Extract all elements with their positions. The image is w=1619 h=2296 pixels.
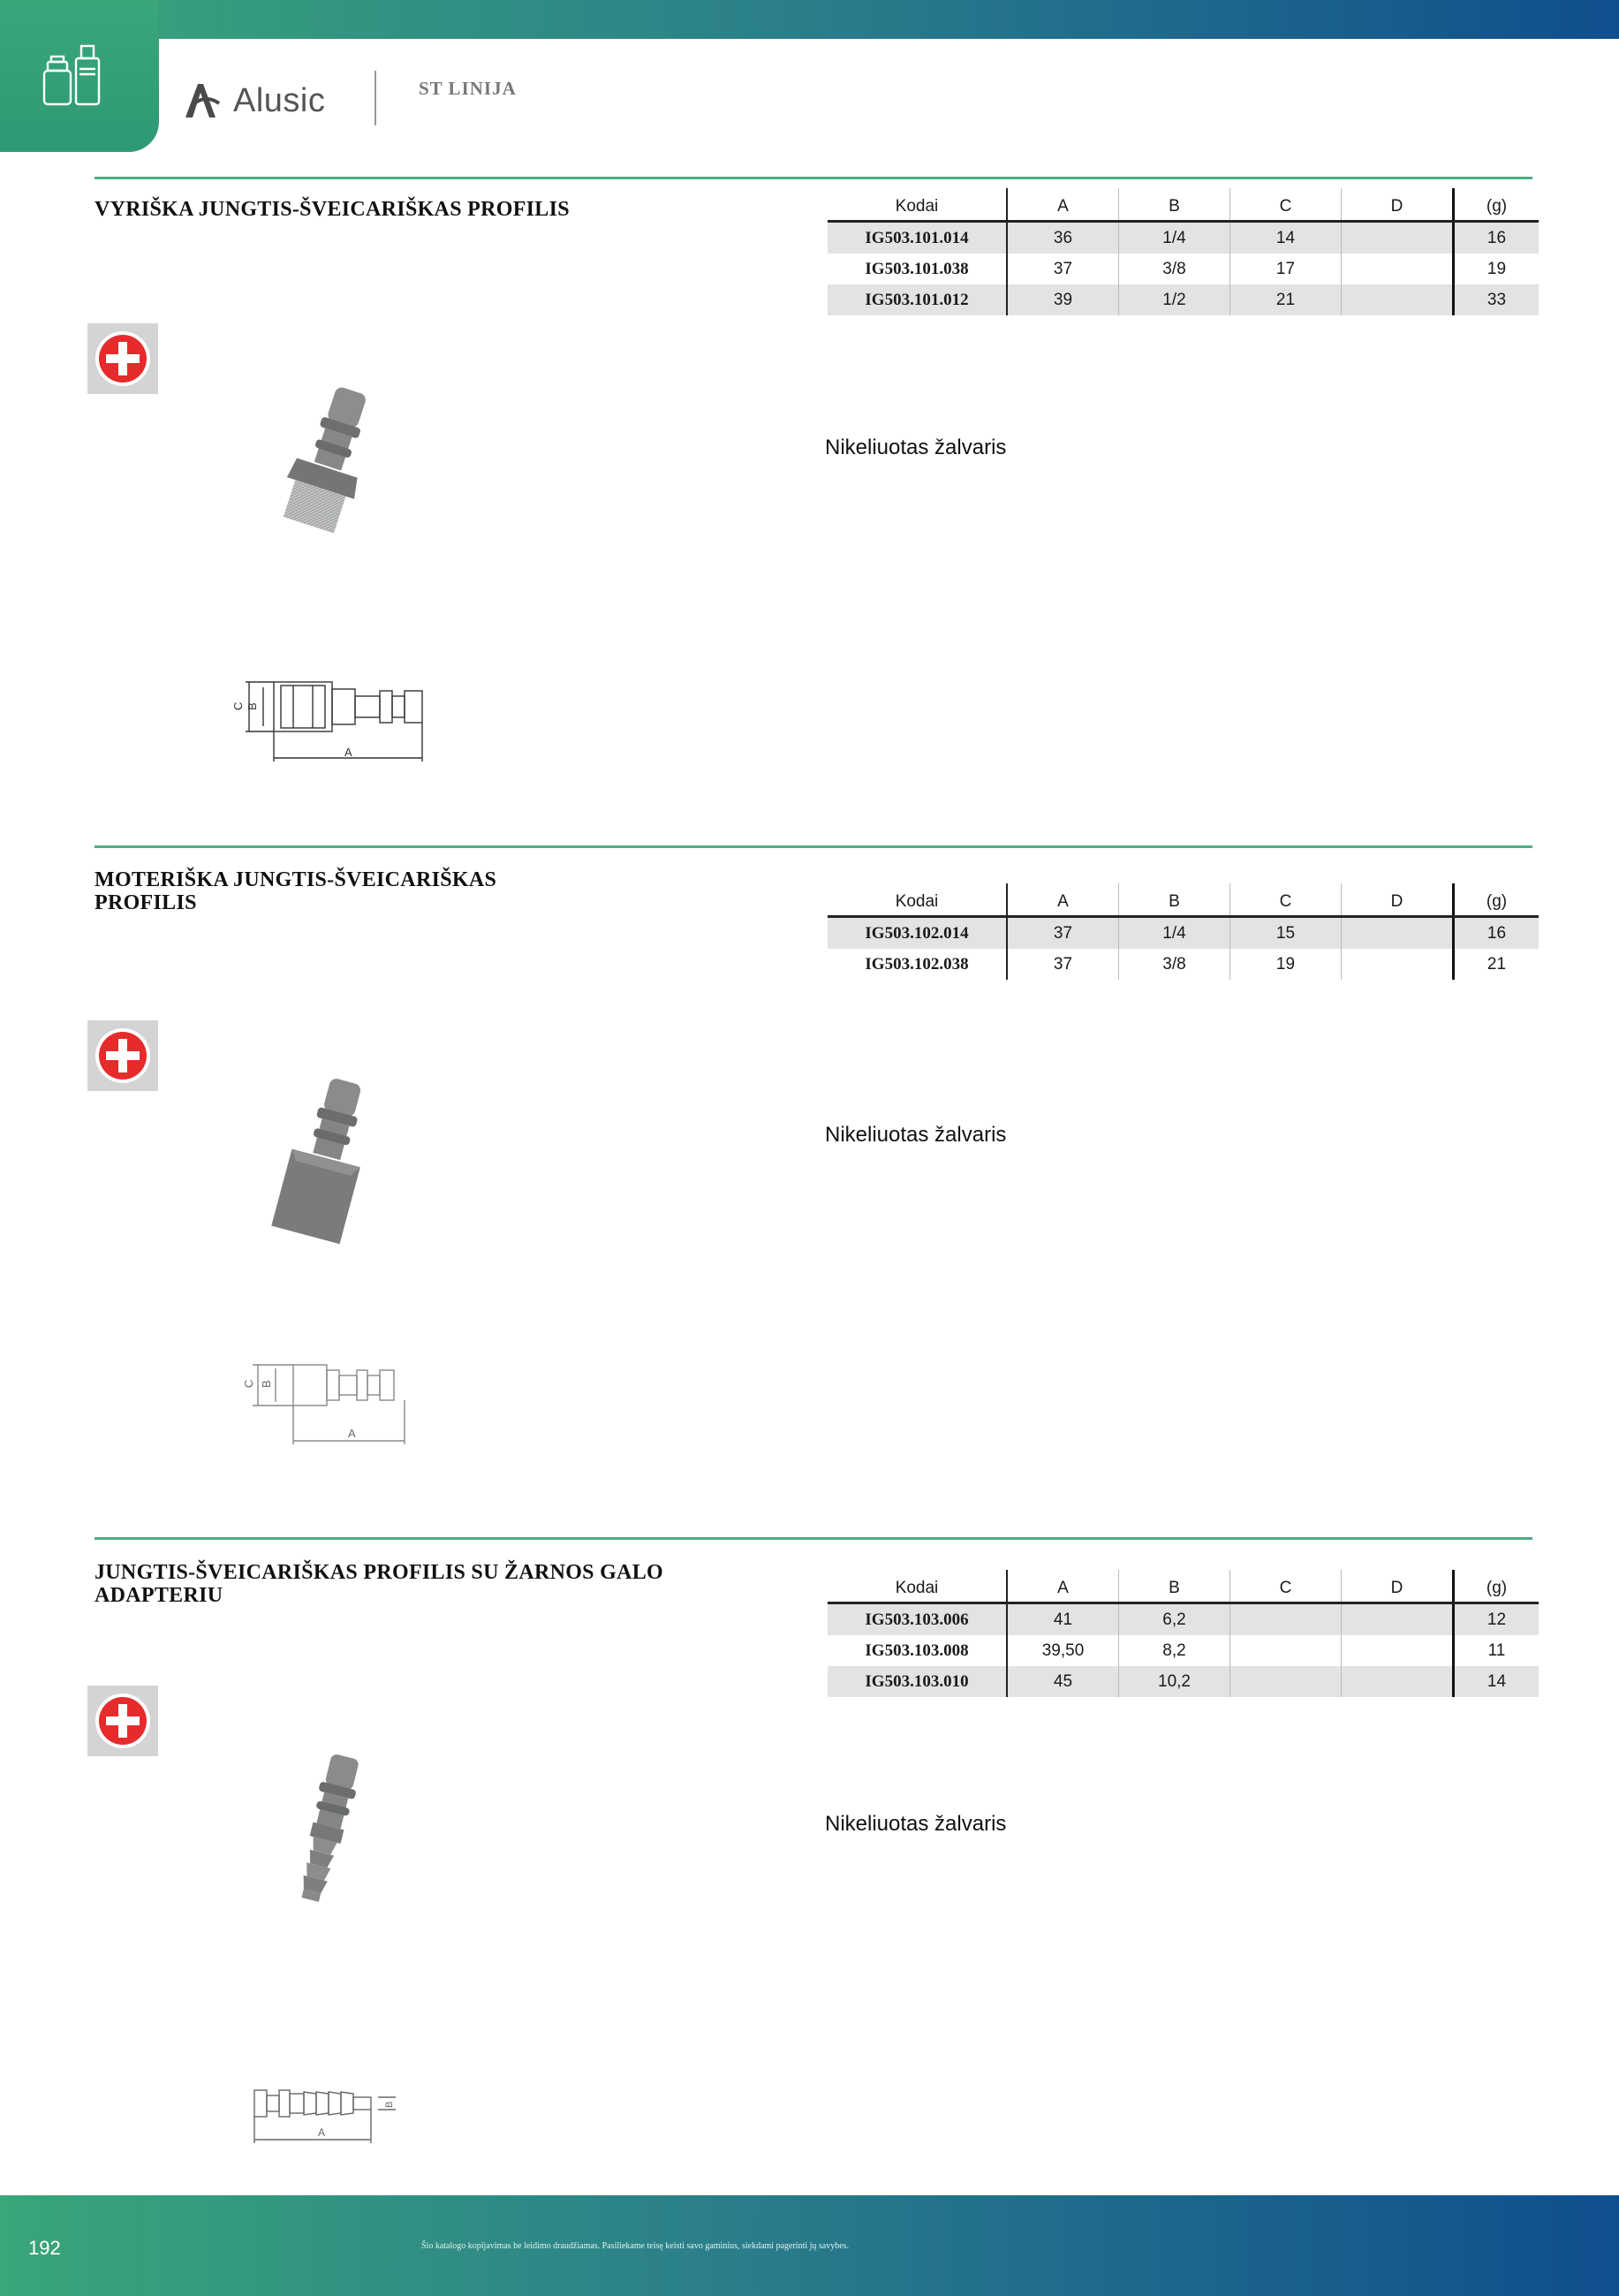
swiss-profile-badge [87,323,158,394]
table-row: IG503.101.014 36 1/4 14 16 [828,222,1539,254]
dimension-drawing [235,1356,420,1453]
copyright-note: Šio katalogo kopijavimas be leidimo draudžiamas. Pasiliekame teisę keisti savo gaminius, siekdami pagerinti jų savybes. [421,2241,850,2251]
spec-table [828,883,1539,980]
table-row: IG503.101.038 37 3/8 17 19 [828,254,1539,284]
spec-table [828,188,1539,315]
section-title: VYRIŠKA JUNGTIS-ŠVEICARIŠKAS PROFILIS [95,198,570,221]
material-label: Nikeliuotas žalvaris [825,436,1007,459]
dim-label-a: A [348,1427,356,1440]
section-divider [95,845,1532,848]
female-coupling-photo [265,1069,380,1254]
swiss-cross-icon [95,1693,151,1749]
material-label: Nikeliuotas žalvaris [825,1812,1007,1836]
category-tab [0,0,159,152]
table-row: IG503.103.010 45 10,2 14 [828,1666,1539,1697]
swiss-profile-badge [87,1686,158,1756]
section-divider [95,177,1532,179]
table-row: IG503.101.012 39 1/2 21 33 [828,284,1539,315]
dim-label-b: B [260,1380,273,1388]
brand-name: Alusic [233,81,326,119]
fittings-icon [39,39,110,115]
dim-label-c: C [231,701,245,710]
swiss-profile-badge [87,1020,158,1091]
spec-table [828,1570,1539,1697]
section-title: MOTERIŠKA JUNGTIS-ŠVEICARIŠKAS PROFILIS [95,868,497,914]
table-row: IG503.103.006 41 6,2 12 [828,1603,1539,1636]
brand-logo [180,74,325,127]
page-number: 192 [28,2237,61,2259]
section-title: JUNGTIS-ŠVEICARIŠKAS PROFILIS SU ŽARNOS GALO ADAPTERIU [95,1561,664,1607]
hose-adapter-coupling-photo [279,1749,376,1917]
dim-label-b: B [384,2101,395,2108]
section-divider [95,1537,1532,1540]
dimension-drawing [246,2076,413,2156]
table-header-row: Kodai A B C D (g) [828,188,1539,222]
alusic-logo-icon [180,79,224,123]
header-band [0,0,1619,39]
table-header-row: Kodai A B C D (g) [828,1570,1539,1603]
material-label: Nikeliuotas žalvaris [825,1123,1007,1147]
dim-label-a: A [318,2126,326,2139]
dimension-drawing [228,673,431,770]
table-row: IG503.103.008 39,50 8,2 11 [828,1635,1539,1666]
table-row: IG503.102.014 37 1/4 15 16 [828,917,1539,950]
header-divider [374,71,376,125]
swiss-cross-icon [95,330,151,387]
table-row: IG503.102.038 37 3/8 19 21 [828,949,1539,980]
male-coupling-photo [265,380,380,557]
swiss-cross-icon [95,1027,151,1084]
table-header-row: Kodai A B C D (g) [828,883,1539,917]
dim-label-b: B [246,702,259,710]
dim-label-a: A [344,746,352,759]
product-line-title: ST LINIJA [419,78,517,99]
dim-label-c: C [242,1379,255,1388]
